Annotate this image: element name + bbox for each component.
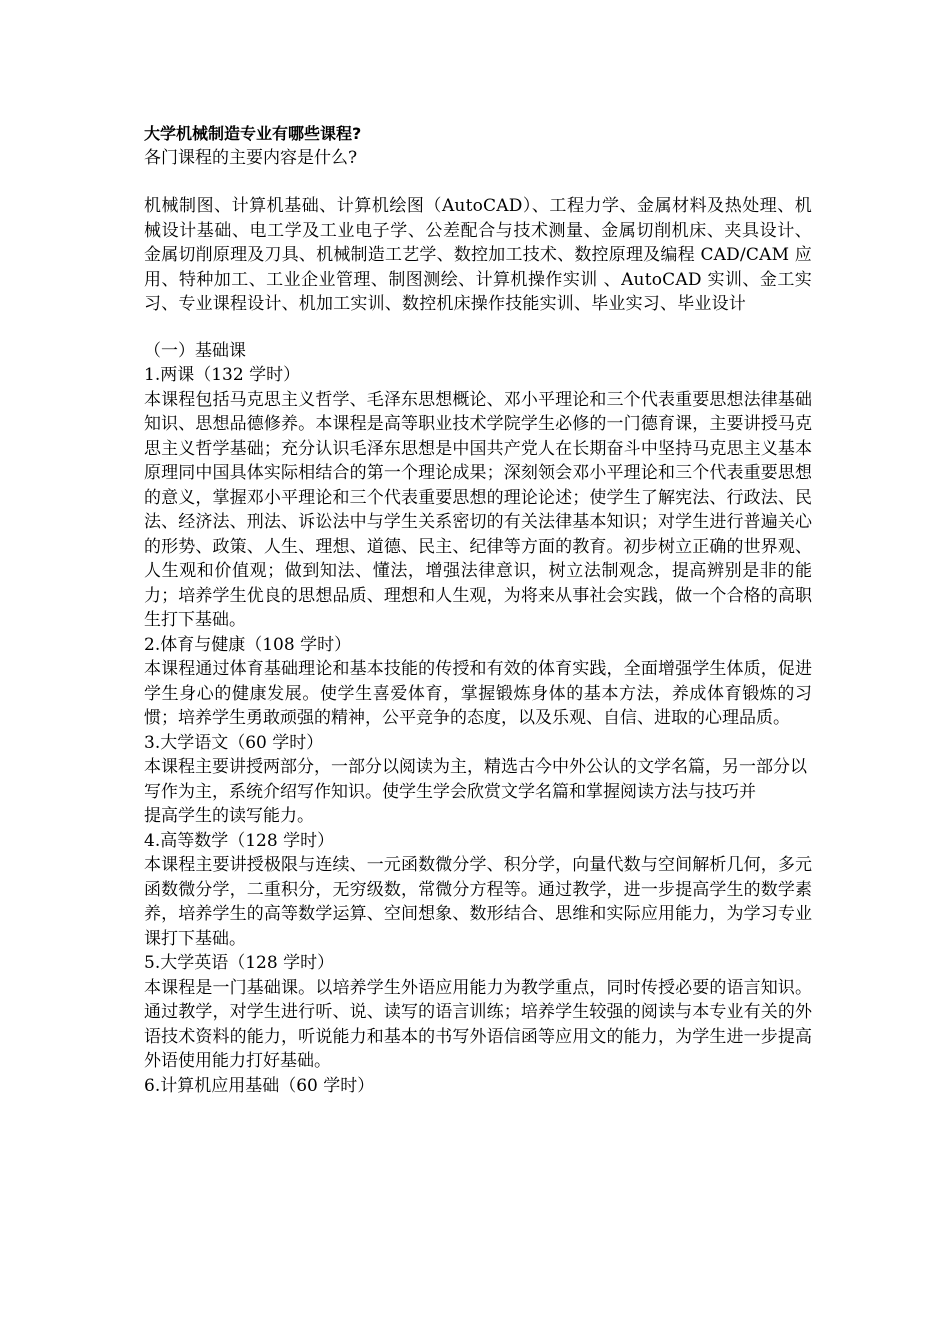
document-page <box>144 122 812 1098</box>
document-subtitle: 各门课程的主要内容是什么? <box>144 148 358 168</box>
course-heading-advanced-math: 4.高等数学（128 学时） <box>144 830 335 851</box>
course-heading-two-courses: 1.两课（132 学时） <box>144 365 301 385</box>
course-heading-computer-basics: 6.计算机应用基础（60 学时） <box>144 1075 375 1096</box>
course-body-pe-health: 本课程通过体育基础理论和基本技能的传授和有效的体育实践，全面增强学生体质，促进学生身心的健康发展。使学生喜爱体育，掌握锻炼身体的基本方法，养成体育锻炼的习惯；培养学生勇敢顽强的精神，公平竞争的态度，以及乐观、自信、进取的心理品质。 <box>144 659 812 728</box>
course-body-english: 本课程是一门基础课。以培养学生外语应用能力为教学重点，同时传授必要的语言知识。通过教学，对学生进行听、说、读写的语言训练；培养学生较强的阅读与本专业有关的外语技术资料的能力，听说能力和基本的书写外语信函等应用文的能力，为学生进一步提高外语使用能力打好基础。 <box>144 977 812 1071</box>
course-body-two-courses: 本课程包括马克思主义哲学、毛泽东思想概论、邓小平理论和三个代表重要思想法律基础知识、思想品德修养。本课程是高等职业技术学院学生必修的一门德育课，主要讲授马克思主义哲学基础；充分认识毛泽东思想是中国共产党人在长期奋斗中坚持马克思主义基本原理同中国具体实际相结合的第一个理论成果；深刻领会邓小平理论和三个代表重要思想的意义，掌握邓小平理论和三个代表重要思想的理论论述；使学生了解宪法、行政法、民法、经济法、刑法、诉讼法中与学生关系密切的有关法律基本知识；对学生进行普遍关心的形势、政策、人生、理想、道德、民主、纪律等方面的教育。初步树立正确的世界观、人生观和价值观；做到知法、懂法，增强法律意识，树立法制观念，提高辨别是非的能力；培养学生优良的思想品质、理想和人生观，为将来从事社会实践，做一个合格的高职生打下基础。 <box>144 389 812 630</box>
course-heading-english: 5.大学英语（128 学时） <box>144 953 335 973</box>
course-body-chinese-line-1: 本课程主要讲授两部分，一部分以阅读为主，精选古今中外公认的文学名篇，另一部分以 <box>144 757 807 777</box>
section-heading-basic-courses: （一）基础课 <box>144 340 246 361</box>
document-title: 大学机械制造专业有哪些课程? <box>144 124 362 143</box>
course-heading-pe-health: 2.体育与健康（108 学时） <box>144 634 352 655</box>
course-body-chinese-line-2: 写作为主，系统介绍写作知识。使学生学会欣赏文学名篇和掌握阅读方法与技巧并 <box>144 781 756 802</box>
course-overview-paragraph: 机械制图、计算机基础、计算机绘图（AutoCAD）、工程力学、金属材料及热处理、机械设计基础、电工学及工业电子学、公差配合与技术测量、金属切削机床、夹具设计、金属切削原理及刀具、机械制造工艺学、数控加工技术、数控原理及编程 CAD/CAM 应用、特种加工、工业企业管理、制图测绘、计算机操作实训 、AutoCAD 实训、金工实习、专业课程设计、机加工实训、数控机床操作技能实训、毕业实习、毕业设计 <box>144 196 812 314</box>
course-body-advanced-math: 本课程主要讲授极限与连续、一元函数微分学、积分学，向量代数与空间解析几何，多元函数微分学，二重积分，无穷级数，常微分方程等。通过教学，进一步提高学生的数学素养，培养学生的高等数学运算、空间想象、数形结合、思维和实际应用能力，为学习专业课打下基础。 <box>144 855 812 949</box>
course-heading-chinese: 3.大学语文（60 学时） <box>144 732 324 753</box>
spacer <box>144 317 812 339</box>
spacer <box>144 170 812 194</box>
course-body-chinese-line-3: 提高学生的读写能力。 <box>144 806 314 826</box>
